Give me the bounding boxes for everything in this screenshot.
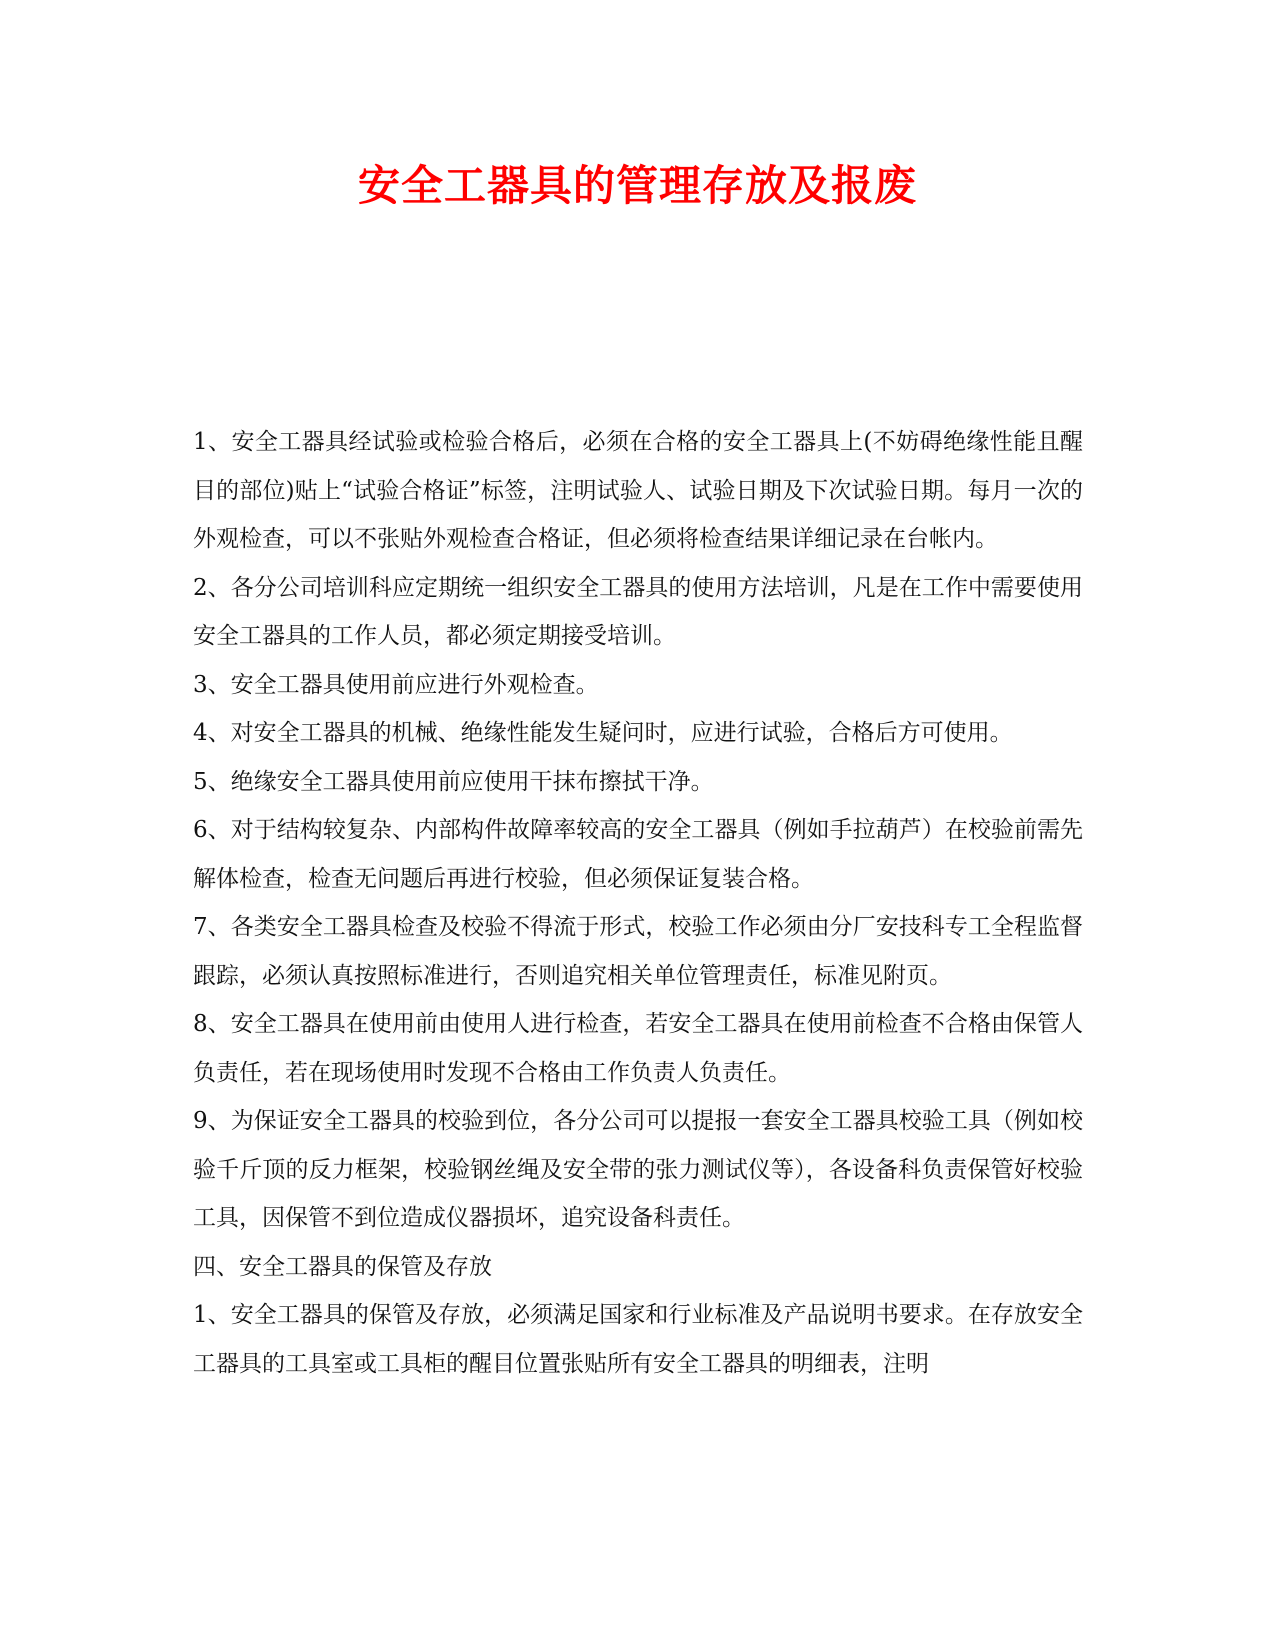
paragraph-3: 3、安全工器具使用前应进行外观检查。: [193, 671, 599, 698]
section-heading: 四、安全工器具的保管及存放: [193, 1253, 492, 1280]
paragraph-9: 9、为保证安全工器具的校验到位，各分公司可以提报一套安全工器具校验工具（例如校验千斤顶的反力框架，校验钢丝绳及安全带的张力测试仪等），各设备科负责保管好校验工具，因保管不到位造成仪器损坏，追究设备科责任。: [193, 1108, 1083, 1231]
paragraph-5: 5、绝缘安全工器具使用前应使用干抹布擦拭干净。: [193, 768, 714, 795]
paragraph-6: 6、对于结构较复杂、内部构件故障率较高的安全工器具（例如手拉葫芦）在校验前需先解体检查，检查无问题后再进行校验，但必须保证复装合格。: [193, 817, 1083, 892]
document-title: 安全工器具的管理存放及报废: [357, 161, 917, 210]
paragraph-1: 1、安全工器具经试验或检验合格后，必须在合格的安全工器具上(不妨碍绝缘性能且醒目的部位)贴上“试验合格证”标签，注明试验人、试验日期及下次试验日期。每月一次的外观检查，可以不张贴外观检查合格证，但必须将检查结果详细记录在台帐内。: [193, 429, 1083, 552]
paragraph-4: 4、对安全工器具的机械、绝缘性能发生疑问时，应进行试验，合格后方可使用。: [193, 720, 1013, 746]
document-body: [193, 418, 1083, 1388]
paragraph-7: 7、各类安全工器具检查及校验不得流于形式，校验工作必须由分厂安技科专工全程监督跟踪，必须认真按照标准进行，否则追究相关单位管理责任，标准见附页。: [193, 914, 1083, 989]
paragraph-2: 2、各分公司培训科应定期统一组织安全工器具的使用方法培训，凡是在工作中需要使用安全工器具的工作人员，都必须定期接受培训。: [193, 574, 1083, 649]
paragraph-8: 8、安全工器具在使用前由使用人进行检查，若安全工器具在使用前检查不合格由保管人负责任，若在现场使用时发现不合格由工作负责人负责任。: [193, 1011, 1083, 1086]
paragraph-section-1: 1、安全工器具的保管及存放，必须满足国家和行业标准及产品说明书要求。在存放安全工器具的工具室或工具柜的醒目位置张贴所有安全工器具的明细表，注明: [193, 1302, 1083, 1377]
